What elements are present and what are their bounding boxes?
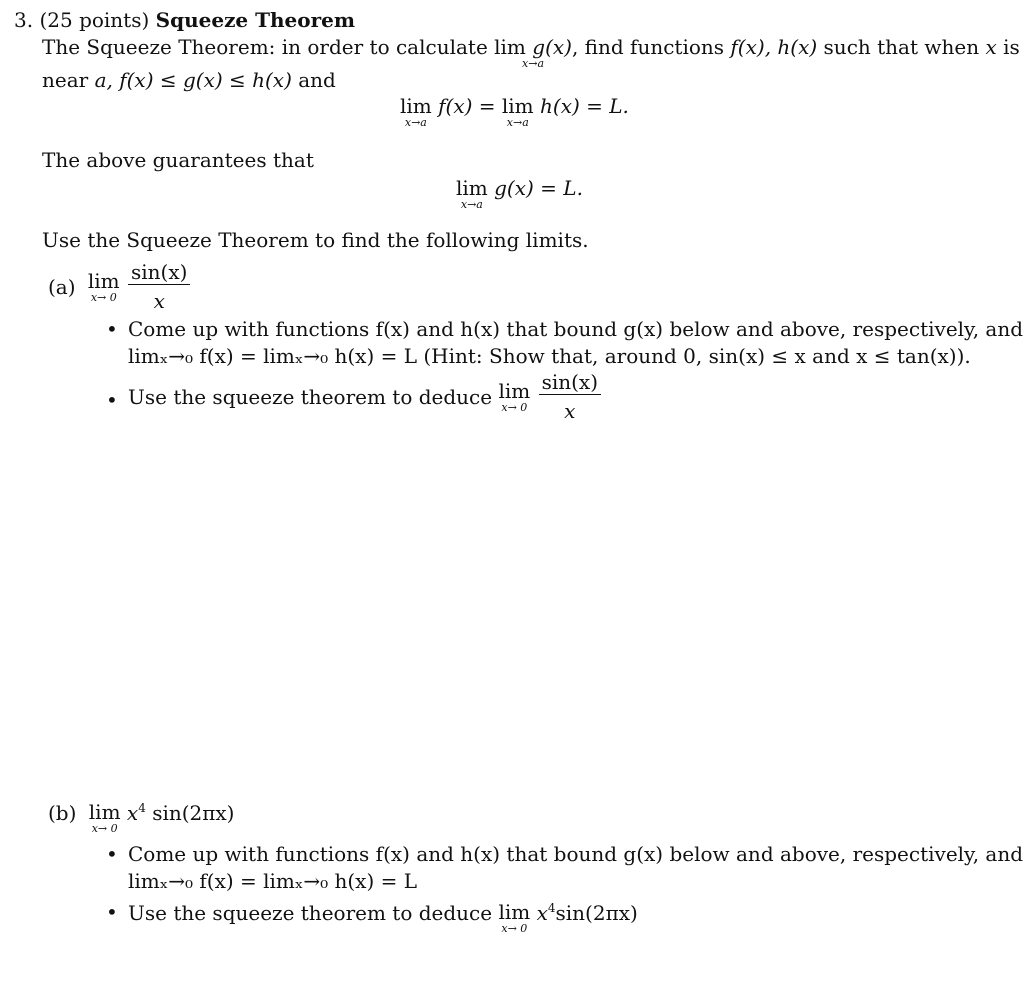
part-a-bullet-2 <box>128 372 603 421</box>
lim-label: lim <box>498 900 531 924</box>
guarantee-text: The above guarantees that <box>42 148 314 172</box>
f-h-functions: f(x), h(x) <box>730 35 818 59</box>
limit-g <box>456 178 488 210</box>
intro-line-1 <box>42 37 1020 69</box>
problem-title: Squeeze Theorem <box>155 8 356 32</box>
bullet-icon: • <box>106 900 118 924</box>
part-b-bullet-2-text: Use the squeeze theorem to deduce <box>128 901 493 925</box>
bullet-icon: • <box>106 842 118 866</box>
part-a-label: (a) <box>48 274 76 299</box>
part-a-fraction <box>128 262 190 311</box>
bullet-icon: • <box>106 388 118 412</box>
fraction-numerator: sin(x) <box>128 262 190 285</box>
limit-g-inline <box>494 37 572 69</box>
bullet-icon: • <box>106 317 118 341</box>
limit-h <box>502 96 534 128</box>
display-equation-1 <box>400 96 629 128</box>
part-b-limit <box>89 802 121 834</box>
problem-header <box>14 10 355 30</box>
lim-label: lim <box>87 268 120 293</box>
exponent: 4 <box>138 801 146 815</box>
lim-label: lim <box>498 378 531 403</box>
lim-subscript: x→a <box>460 198 483 211</box>
intro-and: and <box>298 68 336 92</box>
part-b-expression <box>48 802 234 834</box>
var-x: x <box>126 801 139 825</box>
intro-text-3: such that when <box>823 35 980 59</box>
part-b-bullet-1-line-2: limₓ→₀ f(x) = limₓ→₀ h(x) = L <box>128 869 418 893</box>
eq1-rhs: h(x) = L. <box>540 94 629 118</box>
eq1-lhs: f(x) = <box>438 94 502 118</box>
lim-subscript: x→ 0 <box>501 400 528 414</box>
problem-number: 3. <box>14 8 34 32</box>
intro-near: near <box>42 68 89 92</box>
intro-line-2 <box>42 70 336 90</box>
inequality: f(x) ≤ g(x) ≤ h(x) <box>119 68 292 92</box>
limit-f <box>400 96 432 128</box>
part-b-bullet-1-line-1: Come up with functions f(x) and h(x) that bound g(x) below and above, respectively, and <box>128 842 1024 866</box>
part-a-bullet-2-fraction <box>539 372 601 421</box>
var-a: a, <box>94 68 113 92</box>
intro-text-2: , find functions <box>571 35 725 59</box>
lim-label: lim <box>494 35 526 59</box>
display-equation-2 <box>456 178 583 210</box>
lim-label: lim <box>88 800 121 824</box>
part-b-label: (b) <box>48 801 77 825</box>
part-a-bullet-1-line-1: Come up with functions f(x) and h(x) that bound g(x) below and above, respectively, and <box>128 317 1024 341</box>
fraction-numerator: sin(x) <box>539 372 601 395</box>
eq2-expr: g(x) = L. <box>494 176 583 200</box>
part-a-limit <box>87 268 120 304</box>
part-b-bullet-2-expr: sin(2πx) <box>555 901 638 925</box>
lim-subscript: x→ 0 <box>501 922 528 935</box>
part-a-bullet-2-text: Use the squeeze theorem to deduce <box>128 384 493 409</box>
lim-subscript: x→ 0 <box>91 822 118 835</box>
exponent: 4 <box>547 901 556 915</box>
lim-label: lim <box>456 176 488 200</box>
intro-text-4: is <box>1003 35 1020 59</box>
var-x: x <box>985 35 997 59</box>
intro-text-1: The Squeeze Theorem: in order to calculate <box>42 35 488 59</box>
var-x: x <box>536 901 548 925</box>
lim-label: lim <box>400 94 432 118</box>
instruction-text: Use the Squeeze Theorem to find the following limits. <box>42 228 589 252</box>
part-a-expression <box>48 262 192 311</box>
part-a-bullet-2-limit <box>498 378 531 414</box>
lim-subscript: x→a <box>506 116 529 129</box>
lim-subscript: x→a <box>404 116 427 129</box>
fraction-denominator: x <box>153 289 165 313</box>
part-a-bullet-1-line-2: limₓ→₀ f(x) = limₓ→₀ h(x) = L (Hint: Show that, around 0, sin(x) ≤ x and x ≤ tan(x)). <box>128 344 971 368</box>
lim-label: lim <box>501 94 534 118</box>
lim-subscript: x→a <box>522 57 545 70</box>
g-of-x: g(x) <box>532 35 572 59</box>
fraction-denominator: x <box>564 399 576 423</box>
problem-points: (25 points) <box>39 8 150 32</box>
part-b-expr: sin(2πx) <box>152 801 235 825</box>
part-b-bullet-2 <box>128 902 638 934</box>
lim-subscript: x→ 0 <box>90 290 117 304</box>
part-b-bullet-2-limit <box>498 902 530 934</box>
